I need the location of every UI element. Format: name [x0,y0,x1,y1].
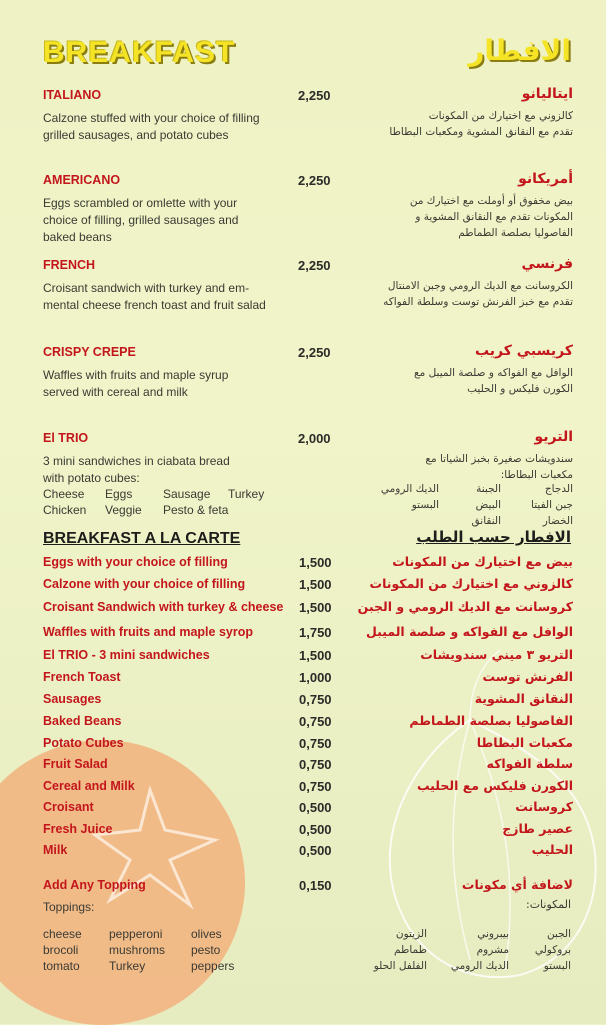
carte-item-name: Fresh Juice [43,822,113,836]
item-description: Calzone stuffed with your choice of filling grilled sausages, and potato cubes [43,111,260,142]
carte-row [43,577,573,597]
item-price: 2,250 [298,258,331,273]
carte-row [43,757,573,777]
filling: Veggie [105,503,142,517]
filling: Sausage [163,487,211,501]
carte-item-name-arabic: سلطة الفواكه [486,756,573,771]
topping: peppers [191,959,235,973]
carte-item-name-arabic: الحليب [531,842,573,857]
carte-item-name-arabic: بيض مع اختيارك من المكونات [392,554,573,569]
item-price: 2,250 [298,88,331,103]
item-description-arabic: بيض مخفوق أو أوملت مع اختيارك من المكونات تقدم مع النقانق المشوية و الفاصوليا بصلصة الطماطم [409,195,573,239]
topping: brocoli [43,943,79,957]
carte-item-name: Eggs with your choice of filling [43,555,228,569]
toppings-list [43,926,234,974]
toppings-label: Toppings: [43,900,95,914]
carte-item-price: 0,750 [299,757,332,772]
item-name: CRISPY CREPE [43,345,136,359]
filling: الدجاج [544,483,573,495]
carte-item-name-arabic: الوافل مع الفواكه و صلصة الميبل [366,624,573,639]
carte-row [43,600,573,620]
carte-row [43,670,573,690]
topping: الديك الرومي [450,960,509,972]
item-price: 2,250 [298,345,331,360]
item-name: ITALIANO [43,88,102,102]
topping: مشروم [476,944,509,956]
filling: Pesto & feta [163,503,229,517]
carte-row [43,822,573,842]
topping: mushroms [109,943,166,957]
item-description-arabic: سندويشات صغيرة بخبز الشياتا مع مكعبات البطاطا: [425,453,573,481]
carte-item-name: French Toast [43,670,121,684]
carte-row [43,714,573,734]
item-description: Croisant sandwich with turkey and em- mental cheese french toast and fruit salad [43,281,266,312]
carte-item-name: Cereal and Milk [43,779,135,793]
carte-item-name: Fruit Salad [43,757,108,771]
trio-fillings-arabic [381,481,573,529]
topping: Turkey [109,959,146,973]
section-title-arabic: الافطار حسب الطلب [416,528,571,546]
carte-item-name-arabic: النقانق المشوية [474,691,573,706]
carte-item-name-arabic: مكعبات البطاطا [476,735,573,750]
topping: بيبروني [477,928,509,940]
carte-item-name: Potato Cubes [43,736,124,750]
carte-item-name-arabic: كروسانت [515,799,573,814]
filling: Turkey [228,487,265,501]
item-name-arabic: كريسبي كريب [474,343,573,359]
carte-item-name-arabic: الفاصوليا بصلصة الطماطم [409,713,573,728]
carte-item-price: 0,500 [299,822,332,837]
carte-item-name-arabic: عصير طازج [502,821,573,836]
toppings-list-arabic [374,926,571,974]
topping: pepperoni [109,927,163,941]
item-description-arabic: الوافل مع الفواكه و صلصة الميبل مع الكورن فليكس و الحليب [414,367,573,395]
carte-item-price: 0,500 [299,800,332,815]
item-description: Eggs scrambled or omlette with your choice of filling, grilled sausages and baked beans [43,196,239,244]
carte-item-price: 0,750 [299,779,332,794]
carte-row [43,843,573,863]
item-description-arabic: كالزوني مع اختيارك من المكونات تقدم مع النقانق المشوية ومكعبات البطاطا [389,110,573,138]
filling: النقانق [471,515,501,527]
filling: الخضار [542,515,573,527]
carte-item-price: 1,000 [299,670,332,685]
filling: البستو [411,499,439,511]
item-name-arabic: ايتاليانو [521,86,573,102]
topping: البستو [543,960,571,972]
filling: Chicken [43,503,87,517]
carte-item-price: 1,500 [299,600,332,615]
page-title-arabic: الافطار [468,34,571,67]
carte-row [43,692,573,712]
carte-item-price: 1,750 [299,625,332,640]
carte-item-price: 1,500 [299,648,332,663]
item-name-arabic: أمريكانو [518,171,573,187]
carte-row [43,648,573,668]
carte-row [43,800,573,820]
carte-item-name: Add Any Topping [43,878,146,892]
carte-item-name: Calzone with your choice of filling [43,577,246,591]
topping: بروكولي [534,944,571,956]
carte-item-name-arabic: الفرنش توست [482,669,573,684]
carte-row [43,555,573,575]
topping: olives [191,927,222,941]
carte-item-name-arabic: التريو ٣ ميني سندويشات [420,647,573,662]
item-name: AMERICANO [43,173,121,187]
carte-item-name: Baked Beans [43,714,122,728]
carte-row [43,779,573,799]
topping: cheese [43,927,82,941]
carte-item-price: 0,750 [299,714,332,729]
carte-item-price: 0,750 [299,692,332,707]
carte-item-name: Sausages [43,692,102,706]
trio-fillings [43,486,264,518]
item-description: Waffles with fruits and maple syrup served with cereal and milk [43,368,229,399]
carte-item-name: Waffles with fruits and maple syrop [43,625,253,639]
carte-row [43,736,573,756]
topping: pesto [191,943,221,957]
carte-row [43,878,573,898]
toppings-label-arabic: المكونات: [526,898,571,911]
carte-row [43,625,573,645]
topping: طماطم [394,944,427,956]
carte-item-price: 0,750 [299,736,332,751]
carte-item-name-arabic: لاضافة أي مكونات [461,877,573,892]
carte-item-name-arabic: الكورن فليكس مع الحليب [416,778,573,793]
page-title: BREAKFAST [43,36,236,69]
filling: الديك الرومي [380,483,439,495]
item-name-arabic: التريو [534,429,573,445]
carte-item-name: Croisant [43,800,94,814]
carte-item-price: 1,500 [299,555,332,570]
filling: البيض [475,499,501,511]
item-price: 2,000 [298,431,331,446]
carte-item-name: Croisant Sandwich with turkey & cheese [43,600,284,614]
topping: الفلفل الحلو [373,960,427,972]
filling: Cheese [43,487,85,501]
carte-item-price: 1,500 [299,577,332,592]
item-price: 2,250 [298,173,331,188]
topping: tomato [43,959,80,973]
filling: جبن الفيتا [531,499,573,511]
topping: الزيتون [395,928,427,940]
section-title: BREAKFAST A LA CARTE [43,530,241,547]
item-name-arabic: فرنسي [521,256,573,272]
carte-item-price: 0,500 [299,843,332,858]
filling: Eggs [105,487,133,501]
carte-item-name: Milk [43,843,68,857]
item-description: 3 mini sandwiches in ciabata bread with potato cubes: [43,454,230,485]
item-name: El TRIO [43,431,89,445]
item-description-arabic: الكروسانت مع الديك الرومي وجبن الامنتال تقدم مع خبز الفرنش توست وسلطة الفواكه [383,280,573,308]
carte-item-price: 0,150 [299,878,332,893]
carte-item-name-arabic: كالزوني مع اختيارك من المكونات [369,576,573,591]
topping: الجبن [546,928,571,940]
filling: الجبنة [476,483,501,495]
carte-item-name: El TRIO - 3 mini sandwiches [43,648,210,662]
item-name: FRENCH [43,258,96,272]
carte-item-name-arabic: كروسانت مع الديك الرومي و الجبن [357,599,573,614]
